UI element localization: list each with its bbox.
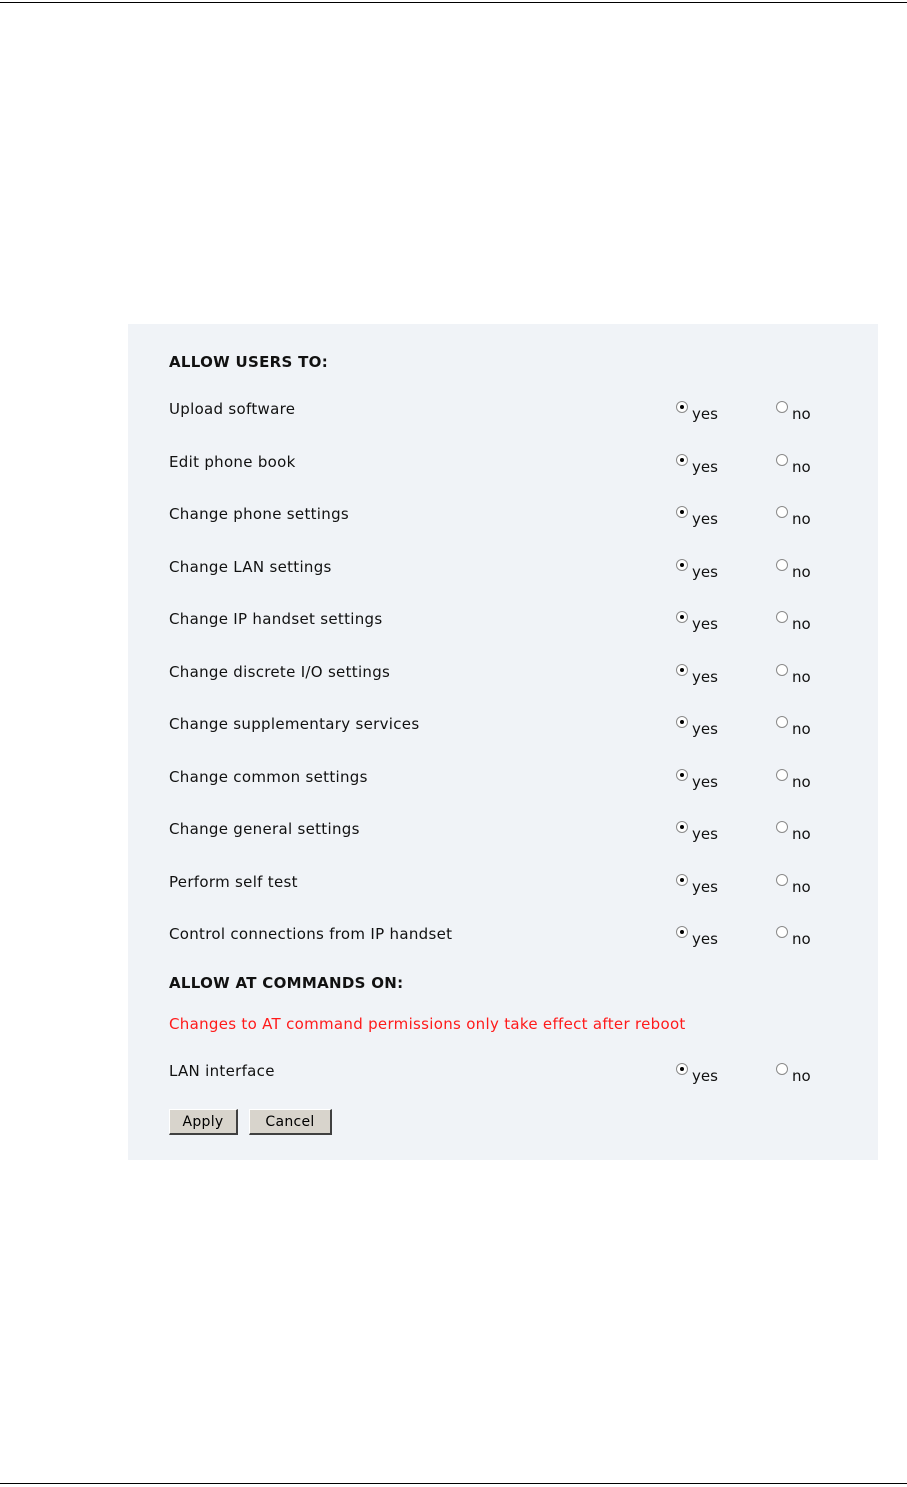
cancel-button[interactable]: Cancel [249,1109,332,1135]
permission-row-perform-self-test [169,872,849,896]
option-label-no: no [792,825,811,843]
permission-label: Change IP handset settings [169,610,383,628]
allow-users-heading: ALLOW USERS TO: [169,353,328,371]
option-label-yes: yes [692,720,718,738]
permission-label: Change supplementary services [169,715,420,733]
permission-label: Upload software [169,400,296,418]
option-label-yes: yes [692,1067,718,1085]
radio-button-checked[interactable] [676,926,688,938]
radio-button-unchecked[interactable] [776,506,788,518]
change-discrete-io-settings-no-option[interactable] [776,662,811,686]
option-label-no: no [792,878,811,896]
option-label-yes: yes [692,615,718,633]
option-label-yes: yes [692,930,718,948]
radio-button-unchecked[interactable] [776,821,788,833]
change-phone-settings-no-option[interactable] [776,504,811,528]
upload-software-no-option[interactable] [776,399,811,423]
radio-button-checked[interactable] [676,506,688,518]
option-label-no: no [792,458,811,476]
radio-button-unchecked[interactable] [776,611,788,623]
option-label-yes: yes [692,668,718,686]
permission-label: Change phone settings [169,505,350,523]
edit-phone-book-no-option[interactable] [776,452,811,476]
option-label-no: no [792,720,811,738]
radio-button-checked[interactable] [676,821,688,833]
control-connections-yes-option[interactable] [676,924,718,948]
reboot-notice: Changes to AT command permissions only take effect after reboot [169,1015,686,1033]
radio-button-checked[interactable] [676,1063,688,1075]
control-connections-no-option[interactable] [776,924,811,948]
option-label-no: no [792,1067,811,1085]
change-ip-handset-settings-yes-option[interactable] [676,609,718,633]
permission-row-change-phone-settings [169,504,849,528]
change-phone-settings-yes-option[interactable] [676,504,718,528]
perform-self-test-yes-option[interactable] [676,872,718,896]
option-label-yes: yes [692,825,718,843]
radio-button-checked[interactable] [676,611,688,623]
radio-button-unchecked[interactable] [776,1063,788,1075]
permission-row-lan-interface [169,1061,849,1085]
bottom-rule [0,1483,907,1484]
permission-row-change-general-settings [169,819,849,843]
radio-button-unchecked[interactable] [776,559,788,571]
change-supplementary-services-no-option[interactable] [776,714,811,738]
option-label-yes: yes [692,563,718,581]
apply-button[interactable]: Apply [169,1109,238,1135]
option-label-no: no [792,615,811,633]
radio-button-checked[interactable] [676,559,688,571]
option-label-no: no [792,668,811,686]
change-general-settings-yes-option[interactable] [676,819,718,843]
permission-row-upload-software [169,399,849,423]
option-label-no: no [792,563,811,581]
permission-label: Change general settings [169,820,360,838]
change-discrete-io-settings-yes-option[interactable] [676,662,718,686]
permission-row-edit-phone-book [169,452,849,476]
permission-label: Perform self test [169,873,298,891]
lan-interface-yes-option[interactable] [676,1061,718,1085]
change-ip-handset-settings-no-option[interactable] [776,609,811,633]
perform-self-test-no-option[interactable] [776,872,811,896]
option-label-no: no [792,405,811,423]
permission-row-change-supplementary-services [169,714,849,738]
change-general-settings-no-option[interactable] [776,819,811,843]
option-label-yes: yes [692,458,718,476]
change-common-settings-yes-option[interactable] [676,767,718,791]
option-label-no: no [792,773,811,791]
radio-button-unchecked[interactable] [776,769,788,781]
permission-row-change-discrete-io-settings [169,662,849,686]
radio-button-checked[interactable] [676,716,688,728]
radio-button-checked[interactable] [676,664,688,676]
radio-button-checked[interactable] [676,769,688,781]
permission-label: Change LAN settings [169,558,332,576]
change-supplementary-services-yes-option[interactable] [676,714,718,738]
top-rule [0,2,907,3]
radio-button-checked[interactable] [676,454,688,466]
option-label-no: no [792,510,811,528]
option-label-yes: yes [692,878,718,896]
radio-button-unchecked[interactable] [776,454,788,466]
radio-button-checked[interactable] [676,874,688,886]
radio-button-unchecked[interactable] [776,716,788,728]
change-lan-settings-no-option[interactable] [776,557,811,581]
lan-interface-no-option[interactable] [776,1061,811,1085]
permission-row-change-lan-settings [169,557,849,581]
user-permissions-panel [128,324,878,1160]
option-label-yes: yes [692,405,718,423]
radio-button-unchecked[interactable] [776,926,788,938]
radio-button-unchecked[interactable] [776,874,788,886]
permission-row-change-ip-handset-settings [169,609,849,633]
edit-phone-book-yes-option[interactable] [676,452,718,476]
permission-label: Control connections from IP handset [169,925,453,943]
radio-button-unchecked[interactable] [776,401,788,413]
change-lan-settings-yes-option[interactable] [676,557,718,581]
allow-at-commands-heading: ALLOW AT COMMANDS ON: [169,974,404,992]
change-common-settings-no-option[interactable] [776,767,811,791]
permission-label: Change common settings [169,768,368,786]
permission-row-control-connections-from-ip-handset [169,924,849,948]
radio-button-checked[interactable] [676,401,688,413]
permission-label: LAN interface [169,1062,275,1080]
upload-software-yes-option[interactable] [676,399,718,423]
permission-label: Change discrete I/O settings [169,663,391,681]
option-label-yes: yes [692,773,718,791]
permission-label: Edit phone book [169,453,296,471]
radio-button-unchecked[interactable] [776,664,788,676]
option-label-yes: yes [692,510,718,528]
permission-row-change-common-settings [169,767,849,791]
option-label-no: no [792,930,811,948]
